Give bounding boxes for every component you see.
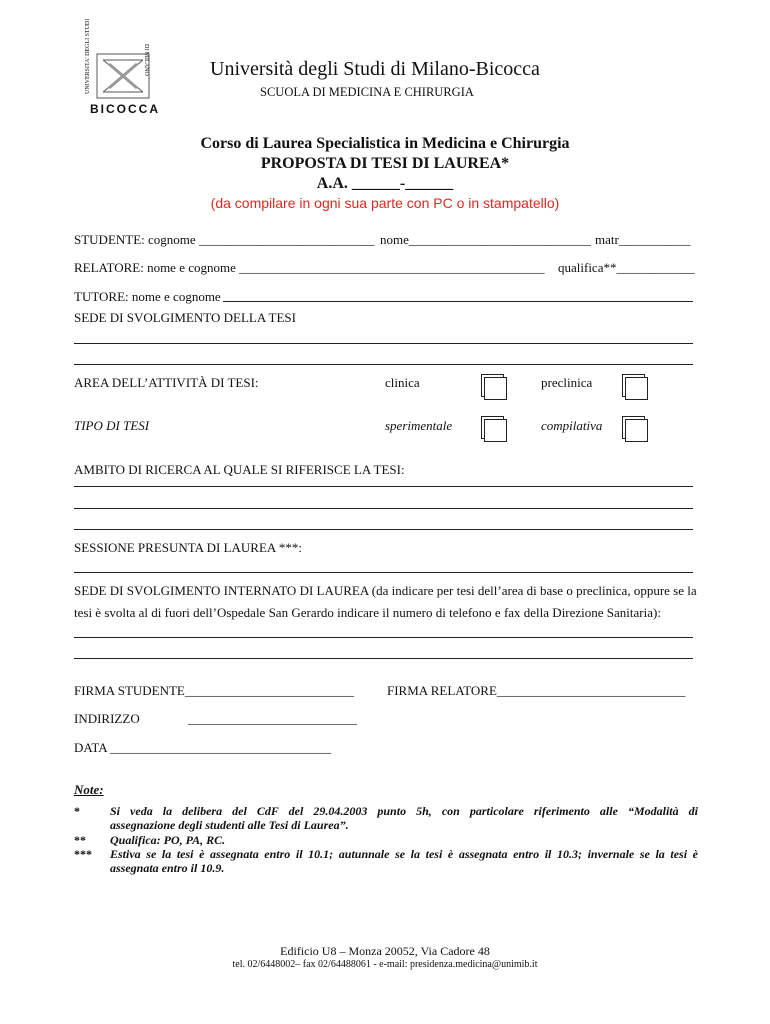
area-label: AREA DELL’ATTIVITÀ DI TESI: xyxy=(74,375,259,390)
logo-text-right: DI MILANO xyxy=(143,44,149,76)
sede-tesi-line-2[interactable] xyxy=(74,364,693,365)
area-preclinica-label: preclinica xyxy=(541,375,593,390)
area-preclinica-checkbox[interactable] xyxy=(625,377,648,400)
course-title: Corso di Laurea Specialistica in Medicina e Chirurgia xyxy=(200,135,570,152)
sede-internato-label-1: SEDE DI SVOLGIMENTO INTERNATO DI LAUREA (da indicare per tesi dell’area di base o preclinica, oppure se la xyxy=(74,583,697,598)
sede-internato-label-2: tesi è svolta al di fuori dell’Ospedale San Gerardo indicare il numero di telefono e fax della Direzione Sanitaria): xyxy=(74,605,661,620)
note-marker-3: *** xyxy=(74,847,92,861)
school-name: SCUOLA DI MEDICINA E CHIRURGIA xyxy=(260,85,474,99)
note-text-1b: assegnazione degli studenti alle Tesi di Laurea”. xyxy=(110,818,349,832)
student-name-field[interactable]: nome____________________________ xyxy=(380,232,591,247)
note-text-1a: Si veda la delibera del CdF del 29.04.2003 punto 5h, con particolare riferimento alle “Modalità di xyxy=(110,804,698,818)
relatore-field[interactable]: RELATORE: nome e cognome _______________________________________________ xyxy=(74,260,545,275)
tipo-sperimentale-label: sperimentale xyxy=(385,418,453,433)
indirizzo-field[interactable]: __________________________ xyxy=(188,711,357,726)
logo-bicocca: BICOCCA xyxy=(90,102,160,116)
tipo-label: TIPO DI TESI xyxy=(74,418,150,433)
footer-contacts: tel. 02/6448002– fax 02/64488061 - e-mail: presidenza.medicina@unimib.it xyxy=(232,959,538,970)
logo-text-left: UNIVERSITA' DEGLI STUDI xyxy=(85,18,91,94)
note-text-3b: assegnata entro il 10.9. xyxy=(110,861,225,875)
note-text-2: Qualifica: PO, PA, RC. xyxy=(110,833,226,847)
notes-heading: Note: xyxy=(74,782,104,797)
area-clinica-checkbox[interactable] xyxy=(484,377,507,400)
tutore-line[interactable] xyxy=(223,301,693,302)
academic-year: A.A. ______-______ xyxy=(316,175,454,192)
ambito-line-3[interactable] xyxy=(74,529,693,530)
ambito-label: AMBITO DI RICERCA AL QUALE SI RIFERISCE LA TESI: xyxy=(74,462,405,477)
tipo-compilativa-checkbox[interactable] xyxy=(625,419,648,442)
note-marker-2: ** xyxy=(74,833,86,847)
student-matr-field[interactable]: matr___________ xyxy=(595,232,691,247)
sede-internato-line-1[interactable] xyxy=(74,637,693,638)
area-clinica-label: clinica xyxy=(385,375,420,390)
student-surname-field[interactable]: STUDENTE: cognome ___________________________ xyxy=(74,232,375,247)
tipo-sperimentale-checkbox[interactable] xyxy=(484,419,507,442)
firma-studente-field[interactable]: FIRMA STUDENTE__________________________ xyxy=(74,683,354,698)
sessione-label: SESSIONE PRESUNTA DI LAUREA ***: xyxy=(74,540,302,555)
tutore-label: TUTORE: nome e cognome xyxy=(74,289,221,304)
sessione-line[interactable] xyxy=(74,572,693,573)
indirizzo-label: INDIRIZZO xyxy=(74,711,140,726)
tipo-compilativa-label: compilativa xyxy=(541,418,603,433)
sede-tesi-line-1[interactable] xyxy=(74,343,693,344)
footer-address: Edificio U8 – Monza 20052, Via Cadore 48 xyxy=(280,944,490,958)
sede-tesi-label: SEDE DI SVOLGIMENTO DELLA TESI xyxy=(74,310,296,325)
firma-relatore-field[interactable]: FIRMA RELATORE_____________________________ xyxy=(387,683,686,698)
university-name: Università degli Studi di Milano-Bicocca xyxy=(210,58,540,80)
sede-internato-line-2[interactable] xyxy=(74,658,693,659)
ambito-line-2[interactable] xyxy=(74,508,693,509)
qualifica-field[interactable]: qualifica**____________ xyxy=(558,260,695,275)
ambito-line-1[interactable] xyxy=(74,486,693,487)
university-logo xyxy=(83,18,163,120)
fill-instruction: (da compilare in ogni sua parte con PC o in stampatello) xyxy=(210,195,560,211)
note-text-3a: Estiva se la tesi è assegnata entro il 10.1; autunnale se la tesi è assegnata entro il 10.3; invernale se la tesi è xyxy=(110,847,698,861)
note-marker-1: * xyxy=(74,804,80,818)
proposal-title: PROPOSTA DI TESI DI LAUREA* xyxy=(260,155,510,172)
data-field[interactable]: DATA __________________________________ xyxy=(74,740,332,755)
